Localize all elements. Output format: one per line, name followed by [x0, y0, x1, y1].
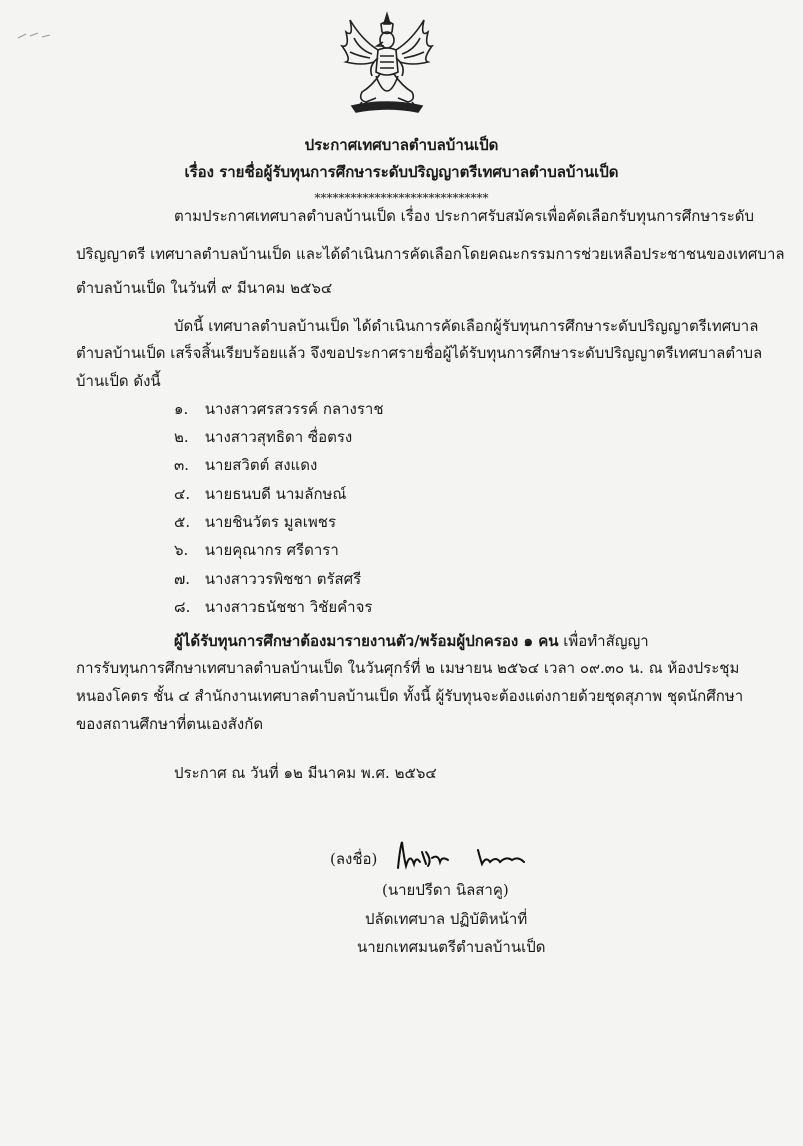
- list-item-number: ๑.: [174, 400, 189, 418]
- list-item-name: นายสวิตต์ สงแดง: [204, 456, 318, 474]
- list-item: [174, 540, 339, 560]
- signatory-name: (นายปรีดา นิลสาคู): [382, 881, 509, 899]
- para1-line2: ปริญญาตรี เทศบาลตำบลบ้านเป็ด และได้ดำเนินการคัดเลือกโดยคณะกรรมการช่วยเหลือประชาชนของเทศบาล: [76, 245, 785, 263]
- list-item-name: นายชินวัตร มูลเพชร: [204, 513, 337, 531]
- handwritten-signature: [392, 838, 532, 874]
- list-item: [174, 455, 317, 475]
- list-item: [174, 399, 384, 419]
- notice-line2: การรับทุนการศึกษาเทศบาลตำบลบ้านเป็ด ในวันศุกร์ที่ ๒ เมษายน ๒๕๖๔ เวลา ๐๙.๓๐ น. ณ ห้องประชุม: [76, 659, 740, 677]
- list-item-number: ๒.: [174, 428, 189, 446]
- list-item: [174, 484, 346, 504]
- para1-line3: ตำบลบ้านเป็ด ในวันที่ ๙ มีนาคม ๒๕๖๔: [76, 279, 333, 297]
- list-item: [174, 512, 336, 532]
- list-item-name: นางสาววรพิชชา ตรัสศรี: [204, 570, 362, 588]
- para2-line3: บ้านเป็ด ดังนี้: [76, 372, 161, 390]
- signatory-position2: นายกเทศมนตรีตำบลบ้านเป็ด: [357, 938, 546, 956]
- notice-bold-lead: ผู้ได้รับทุนการศึกษาต้องมารายงานตัว/พร้อมผู้ปกครอง ๑ คน: [174, 632, 559, 650]
- notice-line4: ของสถานศึกษาที่ตนเองสังกัด: [76, 715, 264, 733]
- garuda-emblem-icon: [332, 10, 442, 115]
- separator-line: *****************************: [314, 191, 489, 205]
- list-item-name: นางสาวสุทธิดา ซื่อตรง: [204, 428, 353, 446]
- notice-line1: [174, 631, 649, 651]
- list-item-name: นายธนบดี นามลักษณ์: [204, 485, 347, 503]
- list-item: [174, 427, 352, 447]
- announcement-date: ประกาศ ณ วันที่ ๑๒ มีนาคม พ.ศ. ๒๕๖๔: [174, 764, 437, 782]
- notice-line3: หนองโคตร ชั้น ๔ สำนักงานเทศบาลตำบลบ้านเป็ด ทั้งนี้ ผู้รับทุนจะต้องแต่งกายด้วยชุดสุภาพ ชุดนักศึกษา: [76, 687, 744, 705]
- page-subject: เรื่อง รายชื่อผู้รับทุนการศึกษาระดับปริญญาตรีเทศบาลตำบลบ้านเป็ด: [184, 163, 619, 181]
- signatory-position1: ปลัดเทศบาล ปฏิบัติหน้าที่: [365, 910, 528, 928]
- list-item-name: นางสาวศรสวรรค์ กลางราช: [204, 400, 384, 418]
- para1-line1: ตามประกาศเทศบาลตำบลบ้านเป็ด เรื่อง ประกาศรับสมัครเพื่อคัดเลือกรับทุนการศึกษาระดับ: [174, 207, 755, 225]
- list-item-number: ๗.: [174, 570, 191, 588]
- para2-line2: ตำบลบ้านเป็ด เสร็จสิ้นเรียบร้อยแล้ว จึงขอประกาศรายชื่อผู้ได้รับทุนการศึกษาระดับปริญญาตรีเทศบาลตำบล: [76, 344, 763, 362]
- list-item-number: ๖.: [174, 541, 189, 559]
- list-item: [174, 597, 372, 617]
- notice-lead-rest: เพื่อทำสัญญา: [558, 632, 649, 650]
- list-item-number: ๓.: [174, 456, 190, 474]
- list-item-number: ๘.: [174, 598, 191, 616]
- scan-mark: [16, 28, 56, 42]
- para2-line1: บัดนี้ เทศบาลตำบลบ้านเป็ด ได้ดำเนินการคัดเลือกผู้รับทุนการศึกษาระดับปริญญาตรีเทศบาล: [174, 317, 759, 335]
- list-item-number: ๔.: [174, 485, 191, 503]
- page-title: ประกาศเทศบาลตำบลบ้านเป็ด: [304, 136, 499, 154]
- signature-label: (ลงชื่อ): [330, 850, 378, 868]
- list-item-number: ๕.: [174, 513, 191, 531]
- list-item-name: นายคุณากร ศรีดารา: [204, 541, 339, 559]
- list-item: [174, 569, 361, 589]
- list-item-name: นางสาวธนัชชา วิชัยคำจร: [204, 598, 373, 616]
